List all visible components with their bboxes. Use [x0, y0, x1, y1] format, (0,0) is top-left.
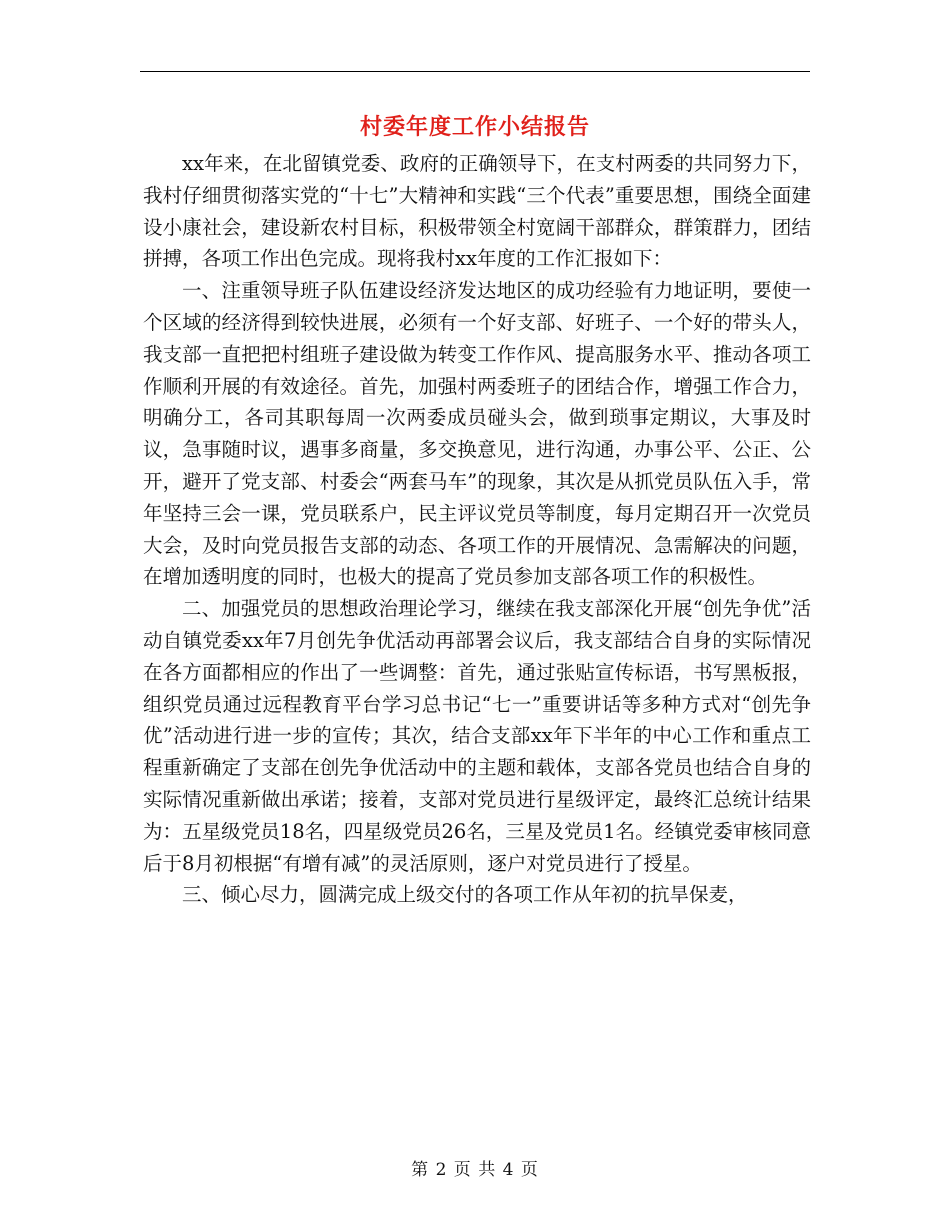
document-title: 村委年度工作小结报告	[359, 114, 590, 140]
paragraph-section-2: 二、加强党员的思想政治理论学习，继续在我支部深化开展“创先争优”活动自镇党委xx年7月创先争优活动再部署会议后，我支部结合自身的实际情况在各方面都相应的作出了一些调整：首先，通过张贴宣传标语，书写黑板报，组织党员通过远程教育平台学习总书记“七一”重要讲话等多种方式对“创先争优”活动进行进一步的宣传；其次，结合支部xx年下半年的中心工作和重点工程重新确定了支部在创先争优活动中的主题和载体，支部各党员也结合自身的实际情况重新做出承诺；接着，支部对党员进行星级评定，最终汇总统计结果为：五星级党员18名，四星级党员26名，三星及党员1名。经镇党委审核同意后于8月初根据“有增有减”的灵活原则，逐户对党员进行了授星。	[143, 597, 811, 875]
paragraph-section-3: 三、倾心尽力，圆满完成上级交付的各项工作从年初的抗旱保麦，	[182, 883, 748, 907]
document-body	[143, 148, 811, 911]
paragraph-intro: xx年来，在北留镇党委、政府的正确领导下，在支村两委的共同努力下，我村仔细贯彻落实党的“十七”大精神和实践“三个代表”重要思想，围绕全面建设小康社会，建设新农村目标，积极带领全村宽阔干部群众，群策群力，团结拼搏，各项工作出色完成。现将我村xx年度的工作汇报如下：	[143, 152, 811, 271]
header-rule	[140, 71, 810, 72]
page-number: 第 2 页 共 4 页	[411, 1160, 539, 1180]
paragraph-section-1: 一、注重领导班子队伍建设经济发达地区的成功经验有力地证明，要使一个区域的经济得到较快进展，必须有一个好支部、好班子、一个好的带头人，我支部一直把把村组班子建设做为转变工作作风、提高服务水平、推动各项工作顺利开展的有效途径。首先，加强村两委班子的团结合作，增强工作合力，明确分工，各司其职每周一次两委成员碰头会，做到琐事定期议，大事及时议，急事随时议，遇事多商量，多交换意见，进行沟通，办事公平、公正、公开，避开了党支部、村委会“两套马车”的现象，其次是从抓党员队伍入手，常年坚持三会一课，党员联系户，民主评议党员等制度，每月定期召开一次党员大会，及时向党员报告支部的动态、各项工作的开展情况、急需解决的问题，在增加透明度的同时，也极大的提高了党员参加支部各项工作的积极性。	[143, 279, 811, 589]
